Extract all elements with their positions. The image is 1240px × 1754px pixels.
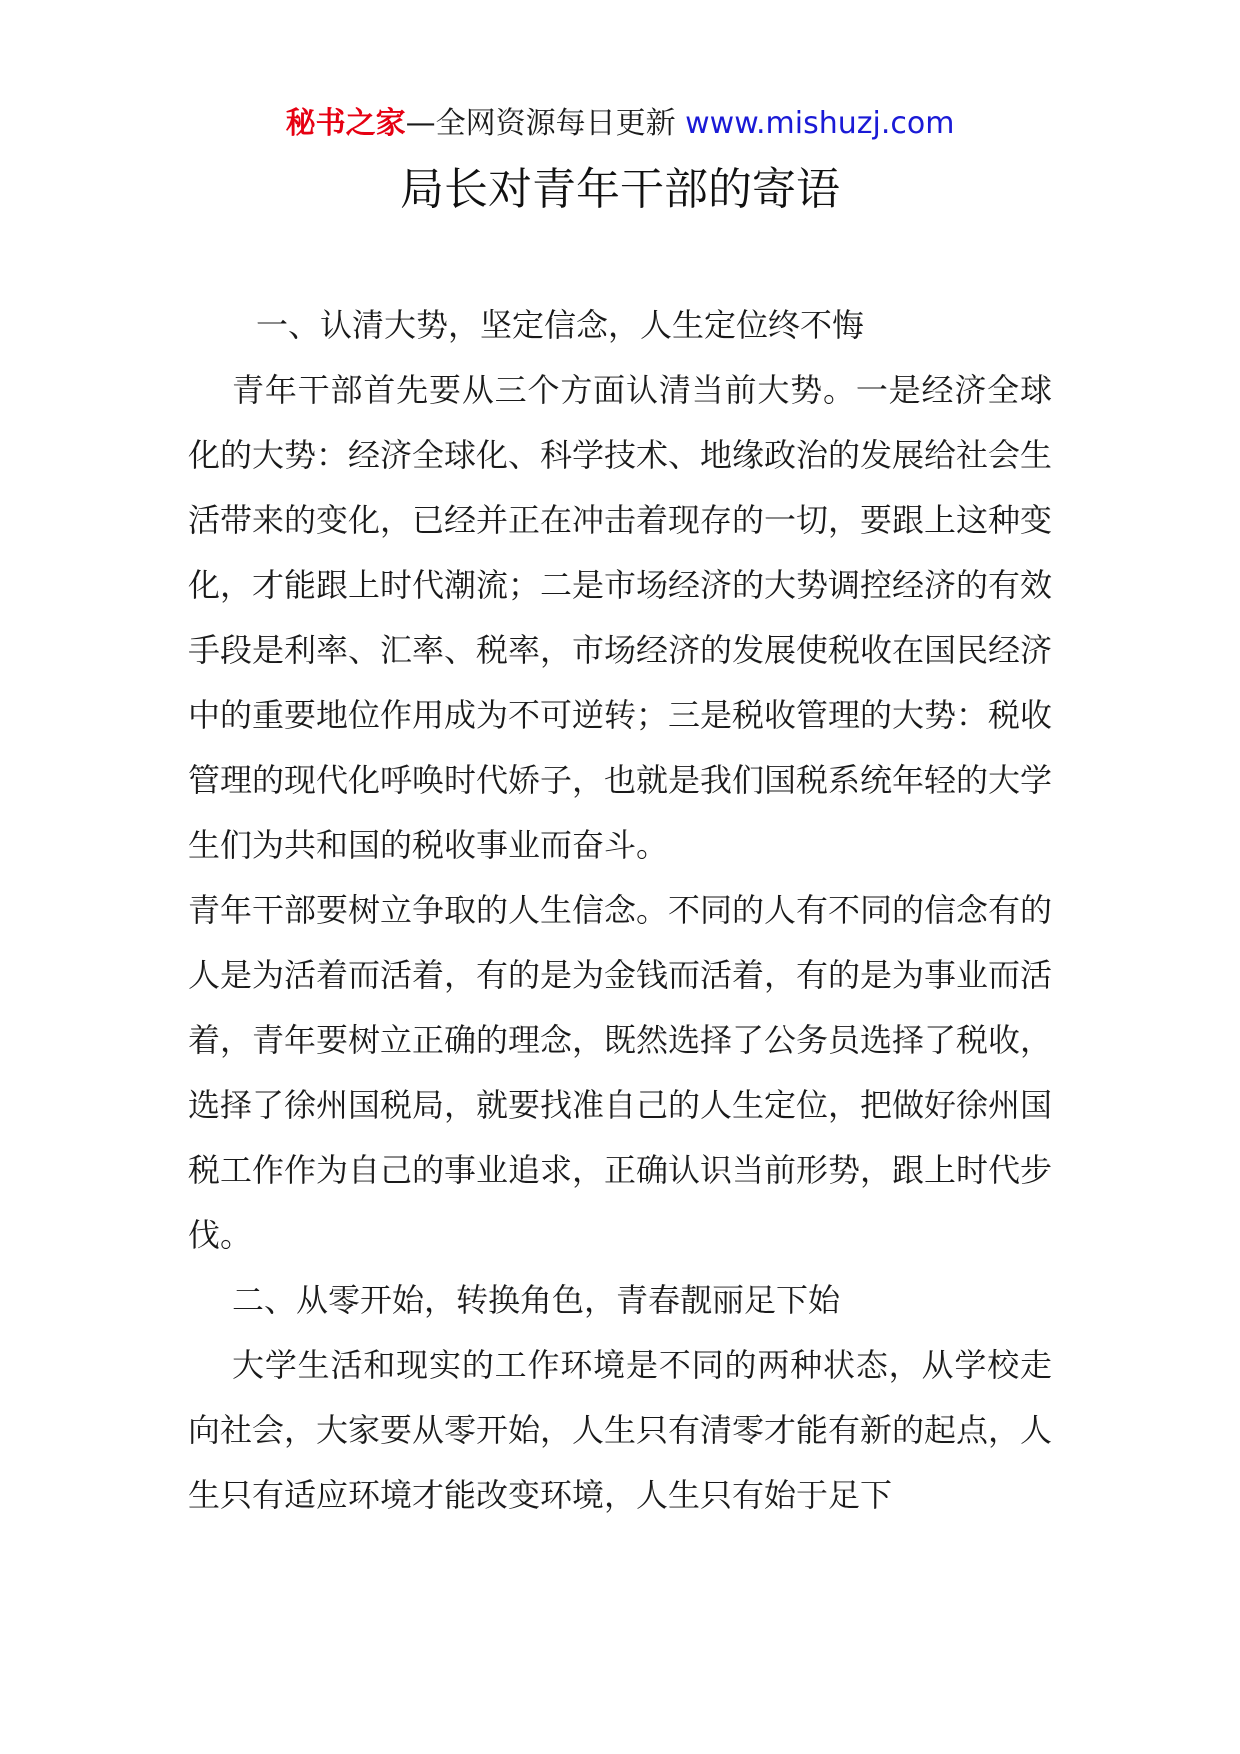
paragraph-2: 青年干部要树立争取的人生信念。不同的人有不同的信念有的人是为活着而活着，有的是为金钱而活着，有的是为事业而活着，青年要树立正确的理念，既然选择了公务员选择了税收，选择了徐州国税局，就要找准自己的人生定位，把做好徐州国税工作作为自己的事业追求，正确认识当前形势，跟上时代步伐。: [188, 891, 1053, 1254]
paragraph-3: 大学生活和现实的工作环境是不同的两种状态，从学校走向社会，大家要从零开始，人生只有清零才能有新的起点，人生只有适应环境才能改变环境，人生只有始于足下: [188, 1346, 1053, 1514]
section-heading-1: 一、认清大势，坚定信念，人生定位终不悔: [256, 306, 865, 344]
site-url-link[interactable]: www.mishuzj.com: [685, 106, 955, 141]
paragraph-1: 青年干部首先要从三个方面认清当前大势。一是经济全球化的大势：经济全球化、科学技术、地缘政治的发展给社会生活带来的变化，已经并正在冲击着现存的一切，要跟上这种变化，才能跟上时代潮流；二是市场经济的大势调控经济的有效手段是利率、汇率、税率，市场经济的发展使税收在国民经济中的重要地位作用成为不可逆转；三是税收管理的大势：税收管理的现代化呼唤时代娇子，也就是我们国税系统年轻的大学生们为共和国的税收事业而奋斗。: [188, 371, 1053, 864]
document-body: [188, 293, 1052, 1528]
section-heading-2: 二、从零开始，转换角色，青春靓丽足下始: [232, 1281, 841, 1319]
site-header: [0, 104, 1240, 144]
header-tagline: —全网资源每日更新: [405, 106, 686, 141]
document-title: 局长对青年干部的寄语: [400, 164, 840, 215]
brand-name: 秘书之家: [285, 106, 406, 141]
